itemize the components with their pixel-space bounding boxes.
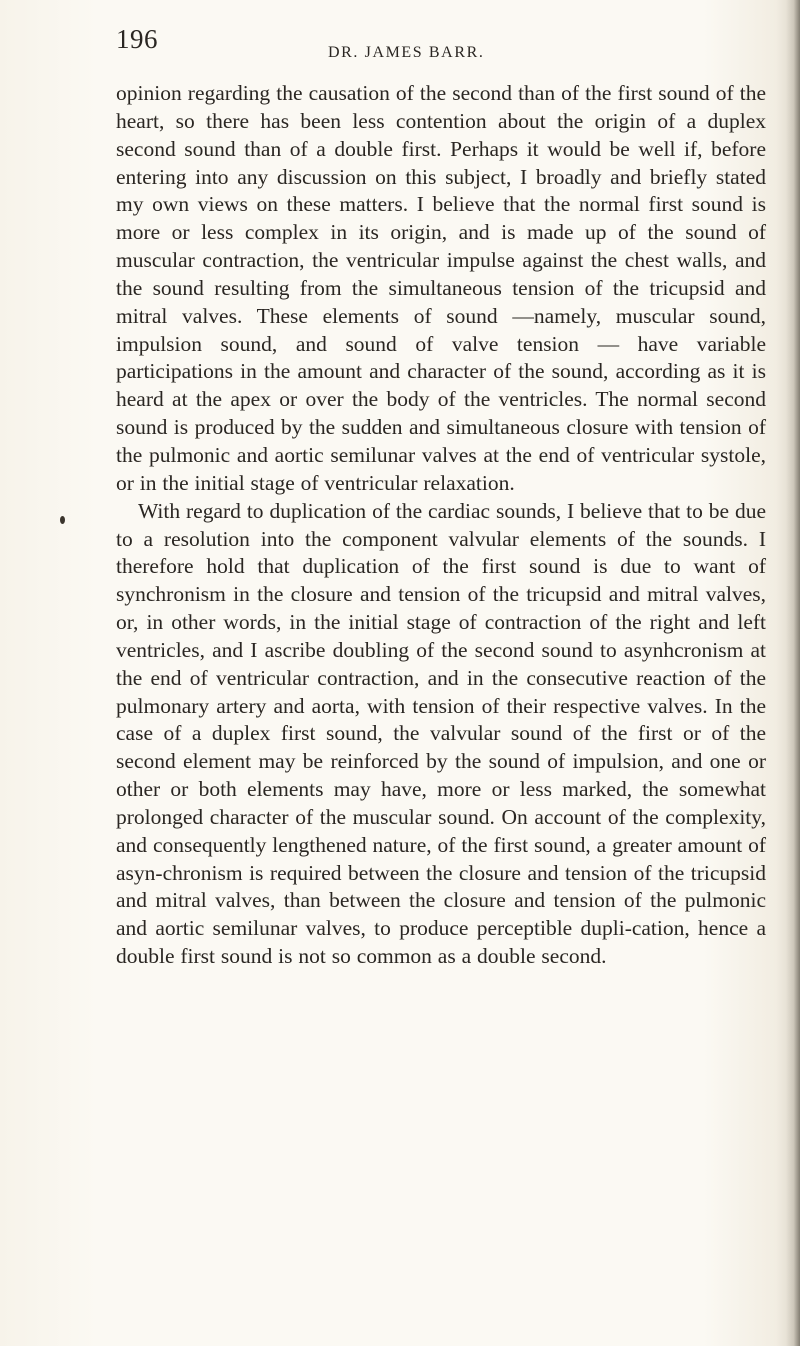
- paragraph-2: With regard to duplication of the cardiac sounds, I believe that to be due to a resolution into the component valvular elements of the sounds. I therefore hold that duplication of the first sound is due to want of synchronism in the closure and tension of the tricupsid and mitral valves, or, in other words, in the initial stage of contraction of the right and left ventricles, and I ascribe doubling of the second sound to asynhcronism at the end of ventricular contraction, and in the consecutive reaction of the pulmonary artery and aorta, with tension of their respective valves. In the case of a duplex first sound, the valvular sound of the first or of the second element may be reinforced by the sound of impulsion, and one or other or both elements may have, more or less marked, the somewhat prolonged character of the muscular sound. On account of the complexity, and consequently lengthened nature, of the first sound, a greater amount of asyn-chronism is required between the closure and tension of the tricupsid and mitral valves, than between the closure and tension of the pulmonic and aortic semilunar valves, to produce perceptible dupli-cation, hence a double first sound is not so common as a double second.: [116, 498, 766, 969]
- page-header: [116, 24, 766, 64]
- page-edge-shadow: [786, 0, 800, 1346]
- body-text: [116, 80, 766, 971]
- print-speck: [60, 516, 65, 524]
- page-number: 196: [116, 24, 158, 54]
- paragraph-1: opinion regarding the causation of the second than of the first sound of the heart, so there has been less contention about the origin of a duplex second sound than of a double first. Perhaps it would be well if, before entering into any discussion on this subject, I broadly and briefly stated my own views on these matters. I believe that the normal first sound is more or less complex in its origin, and is made up of the sound of muscular contraction, the ventricular impulse against the chest walls, and the sound resulting from the simultaneous tension of the tricupsid and mitral valves. These elements of sound —namely, muscular sound, impulsion sound, and sound of valve tension — have variable participations in the amount and character of the sound, according as it is heard at the apex or over the body of the ventricles. The normal second sound is produced by the sudden and simultaneous closure with tension of the pulmonic and aortic semilunar valves at the end of ventricular systole, or in the initial stage of ventricular relaxation.: [116, 81, 766, 495]
- running-head: DR. JAMES BARR.: [328, 44, 485, 61]
